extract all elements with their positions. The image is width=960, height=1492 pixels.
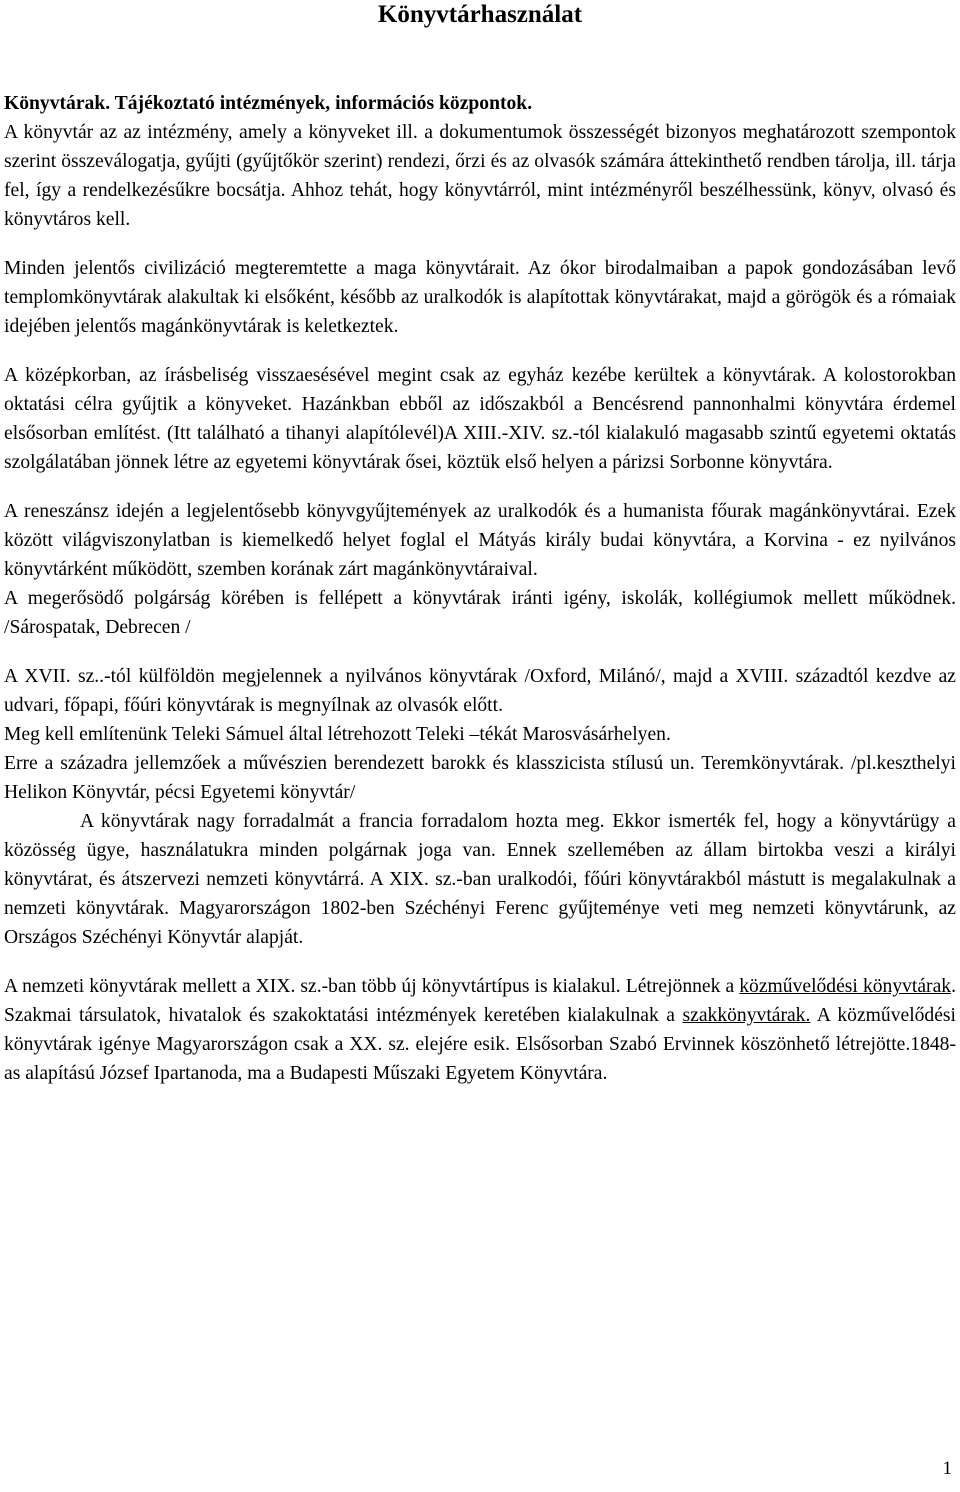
paragraph-french-revolution: A könyvtárak nagy forradalmát a francia forradalom hozta meg. Ekkor ismerték fel, hogy a könyvtárügy a közösség ügye, használatukra minden polgárnak joga van. Ennek szellemében az állam birtokba veszi a királyi könyvtárat, és átszervezi nemzeti könyvtárrá. A XIX. sz.-ban uralkodói, főúri könyvtárakból mástutt is megalakulnak a nemzeti könyvtárak. Magyarországon 1802-ben Széchényi Ferenc gyűjteménye veti meg nemzeti könyvtárunk, az Országos Széchényi Könyvtár alapját. bbox=[4, 811, 956, 948]
paragraph-bourgeoisie: A megerősödő polgárság körében is fellépett a könyvtárak iránti igény, iskolák, kollégiumok mellett működnek. /Sárospatak, Debrecen / bbox=[4, 588, 956, 638]
term-special-libraries: szakkönyvtárak. bbox=[682, 1005, 811, 1026]
text-segment: A nemzeti könyvtárak mellett a XIX. sz.-ban több új könyvtártípus is kialakul. Létrejönnek a bbox=[4, 976, 740, 997]
paragraph-17th-century: A XVII. sz..-tól külföldön megjelennek a nyilvános könyvtárak /Oxford, Milánó/, majd a XVIII. századtól kezdve az udvari, főpapi, főúri könyvtárak is megnyílnak az olvasók előtt. bbox=[4, 666, 956, 716]
paragraph-definition: A könyvtár az az intézmény, amely a könyveket ill. a dokumentumok összességét bizonyos meghatározott szempontok szerint összeválogatja, gyűjti (gyűjtőkör szerint) rendezi, őrzi és az olvasók számára áttekinthető rendben tárolja, ill. tárja fel, így a rendelkezésűkre bocsátja. Ahhoz tehát, hogy könyvtárról, mint intézményről beszélhessünk, könyv, olvasó és könyvtáros kell. bbox=[4, 122, 956, 230]
page-number: 1 bbox=[942, 1458, 952, 1479]
section-heading: Könyvtárak. Tájékoztató intézmények, információs központok. bbox=[4, 93, 533, 114]
paragraph-new-library-types bbox=[4, 972, 956, 1088]
paragraph-middle-ages: A középkorban, az írásbeliség visszaesésével megint csak az egyház kezébe kerültek a könyvtárak. A kolostorokban oktatási célra gyűjtik a könyveket. Hazánkban ebből az időszakból a Bencésrend pannonhalmi könyvtára érdemel elsősorban említést. (Itt található a tihanyi alapítólevél)A XIII.-XIV. sz.-tól kialakuló magasabb szintű egyetemi oktatás szolgálatában jönnek létre az egyetemi könyvtárak ősei, köztük első helyen a párizsi Sorbonne könyvtára. bbox=[4, 365, 956, 473]
paragraph-renaissance: A reneszánsz idején a legjelentősebb könyvgyűjtemények az uralkodók és a humanista főurak magánkönyvtárai. Ezek között világviszonylatban is kiemelkedő helyet foglal el Mátyás király budai könyvtára, a Korvina - ez nyilvános könyvtárként működött, szemben korának zárt magánkönyvtáraival. bbox=[4, 501, 956, 580]
page-title: Könyvtárhasználat bbox=[377, 1, 583, 28]
paragraph-teleki: Meg kell említenünk Teleki Sámuel által létrehozott Teleki –tékát Marosvásárhelyen. bbox=[4, 724, 671, 745]
text-segment: . Szakmai társulatok, hivatalok és szakoktatási intézmények keretében kialakulnak a bbox=[4, 976, 956, 1026]
term-public-libraries: közművelődési könyvtárak bbox=[739, 976, 952, 997]
text-segment: A közművelődési könyvtárak igénye Magyarországon csak a XX. sz. elejére esik. Elsősorban Szabó Ervinnek köszönhető létrejötte.1848-as alapítású József Ipartanoda, ma a Budapesti Műszaki Egyetem Könyvtára. bbox=[4, 1005, 956, 1084]
paragraph-civilizations: Minden jelentős civilizáció megteremtette a maga könyvtárait. Az ókor birodalmaiban a papok gondozásában levő templomkönyvtárak alakultak ki elsőként, később az uralkodók is alapítottak könyvtárakat, majd a görögök és a rómaiak idejében jelentős magánkönyvtárak is keletkeztek. bbox=[4, 258, 956, 337]
document-page bbox=[4, 0, 956, 1088]
paragraph-baroque: Erre a századra jellemzőek a művészien berendezett barokk és klasszicista stílusú un. Teremkönyvtárak. /pl.keszthelyi Helikon Könyvtár, pécsi Egyetemi könyvtár/ bbox=[4, 753, 956, 803]
